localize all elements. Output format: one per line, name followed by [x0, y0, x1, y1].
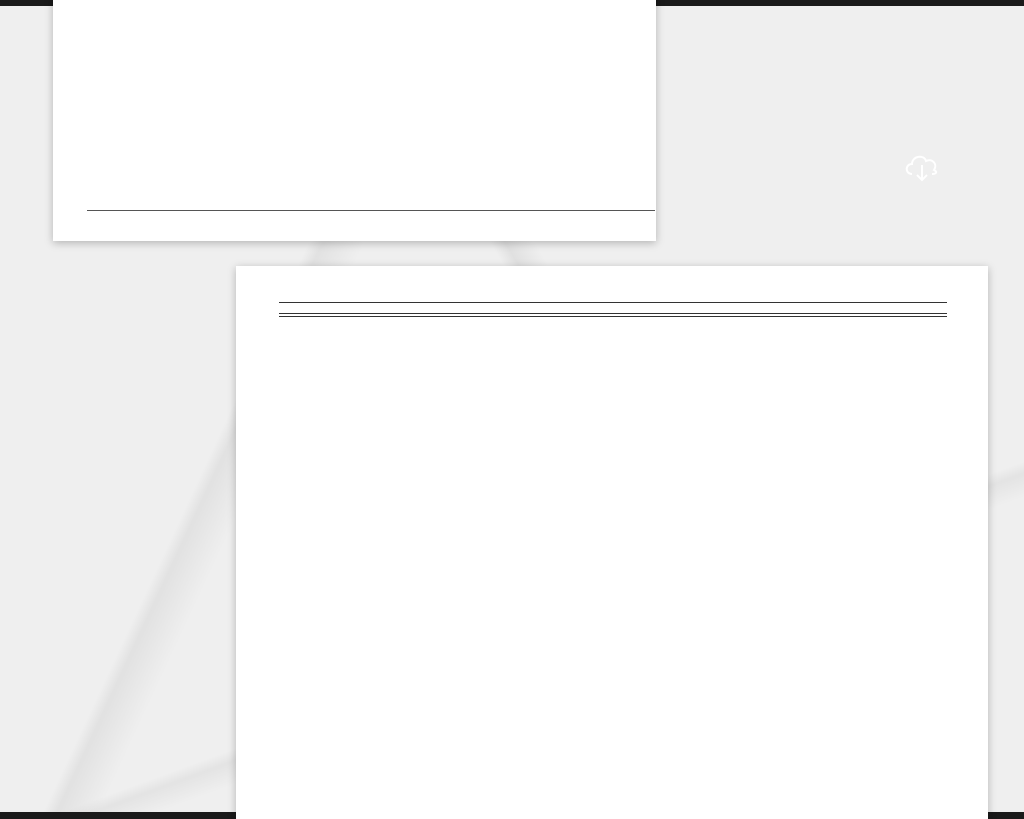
- badge-seal-icon: [834, 50, 1010, 226]
- footer-rule: [87, 210, 655, 211]
- main-sheet: [236, 266, 988, 819]
- templatables-logo: [16, 722, 216, 792]
- title-rule-mid: [279, 313, 947, 314]
- digital-download-badge: [834, 50, 1010, 226]
- title-rule-bottom: [279, 316, 947, 317]
- top-sheet: [53, 0, 656, 241]
- cloud-download-icon: [902, 148, 942, 184]
- page-title: [279, 303, 947, 313]
- title-block: [279, 302, 947, 317]
